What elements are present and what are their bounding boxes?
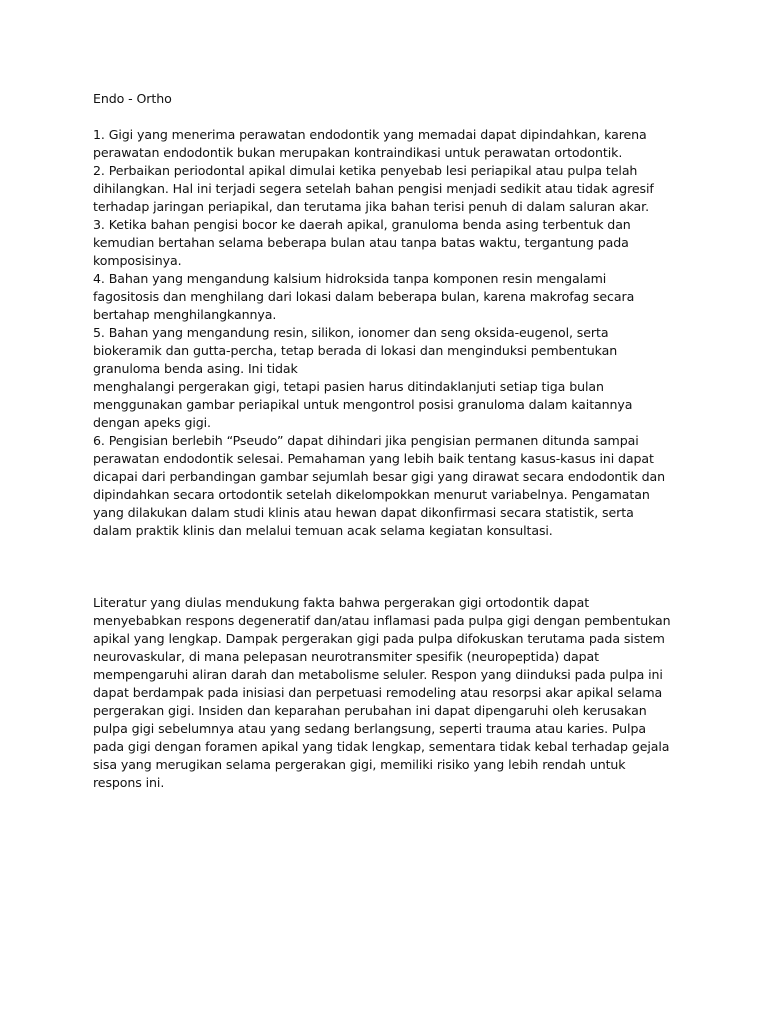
document-title: Endo - Ortho bbox=[93, 91, 172, 106]
text-line: menghalangi pergerakan gigi, tetapi pasien harus ditindaklanjuti setiap tiga bulan bbox=[93, 379, 604, 394]
text-line: pada gigi dengan foramen apikal yang tidak lengkap, sementara tidak kebal terhadap gejala bbox=[93, 739, 670, 754]
text-line: 1. Gigi yang menerima perawatan endodontik yang memadai dapat dipindahkan, karena bbox=[93, 127, 647, 142]
text-line: menyebabkan respons degeneratif dan/atau inflamasi pada pulpa gigi dengan pembentukan bbox=[93, 613, 671, 628]
text-line: apikal yang lengkap. Dampak pergerakan gigi pada pulpa difokuskan terutama pada sistem bbox=[93, 631, 665, 646]
text-line: respons ini. bbox=[93, 775, 165, 790]
document-body bbox=[93, 90, 683, 792]
text-line: mempengaruhi aliran darah dan metabolisme seluler. Respon yang diinduksi pada pulpa ini bbox=[93, 667, 663, 682]
literature-paragraph bbox=[93, 594, 683, 792]
text-line: pergerakan gigi. Insiden dan keparahan perubahan ini dapat dipengaruhi oleh kerusakan bbox=[93, 703, 647, 718]
text-line: bertahap menghilangkannya. bbox=[93, 307, 277, 322]
text-line: yang dilakukan dalam studi klinis atau hewan dapat dikonfirmasi secara statistik, serta bbox=[93, 505, 634, 520]
text-line: Literatur yang diulas mendukung fakta bahwa pergerakan gigi ortodontik dapat bbox=[93, 595, 590, 610]
text-line: dengan apeks gigi. bbox=[93, 415, 211, 430]
text-line: dapat berdampak pada inisiasi dan perpetuasi remodeling atau resorpsi akar apikal selama bbox=[93, 685, 663, 700]
text-line: menggunakan gambar periapikal untuk mengontrol posisi granuloma dalam kaitannya bbox=[93, 397, 633, 412]
text-line: sisa yang merugikan selama pergerakan gigi, memiliki risiko yang lebih rendah untuk bbox=[93, 757, 626, 772]
text-line: dipindahkan secara ortodontik setelah dikelompokkan menurut variabelnya. Pengamatan bbox=[93, 487, 650, 502]
text-line: neurovaskular, di mana pelepasan neurotransmiter spesifik (neuropeptida) dapat bbox=[93, 649, 599, 664]
text-line: 4. Bahan yang mengandung kalsium hidroksida tanpa komponen resin mengalami bbox=[93, 271, 607, 286]
text-line: perawatan endodontik selesai. Pemahaman yang lebih baik tentang kasus-kasus ini dapat bbox=[93, 451, 654, 466]
text-line: komposisinya. bbox=[93, 253, 182, 268]
text-line: 3. Ketika bahan pengisi bocor ke daerah apikal, granuloma benda asing terbentuk dan bbox=[93, 217, 631, 232]
text-line: 2. Perbaikan periodontal apikal dimulai ketika penyebab lesi periapikal atau pulpa telah bbox=[93, 163, 638, 178]
text-line: pulpa gigi sebelumnya atau yang sedang berlangsung, seperti trauma atau karies. Pulpa bbox=[93, 721, 646, 736]
text-line: fagositosis dan menghilang dari lokasi dalam beberapa bulan, karena makrofag secara bbox=[93, 289, 635, 304]
text-line: dihilangkan. Hal ini terjadi segera setelah bahan pengisi menjadi sedikit atau tidak agresif bbox=[93, 181, 654, 196]
text-line: perawatan endodontik bukan merupakan kontraindikasi untuk perawatan ortodontik. bbox=[93, 145, 623, 160]
text-line: kemudian bertahan selama beberapa bulan atau tanpa batas waktu, tergantung pada bbox=[93, 235, 629, 250]
text-line: dalam praktik klinis dan melalui temuan acak selama kegiatan konsultasi. bbox=[93, 523, 553, 538]
text-line: 6. Pengisian berlebih “Pseudo” dapat dihindari jika pengisian permanen ditunda sampai bbox=[93, 433, 639, 448]
text-line: biokeramik dan gutta-percha, tetap berada di lokasi dan menginduksi pembentukan bbox=[93, 343, 618, 358]
text-line: dicapai dari perbandingan gambar sejumlah besar gigi yang dirawat secara endodontik dan bbox=[93, 469, 666, 484]
text-line: 5. Bahan yang mengandung resin, silikon, ionomer dan seng oksida-eugenol, serta bbox=[93, 325, 609, 340]
text-line: terhadap jaringan periapikal, dan terutama jika bahan terisi penuh di dalam saluran akar. bbox=[93, 199, 649, 214]
text-line: granuloma benda asing. Ini tidak bbox=[93, 361, 298, 376]
numbered-points-section bbox=[93, 126, 683, 540]
